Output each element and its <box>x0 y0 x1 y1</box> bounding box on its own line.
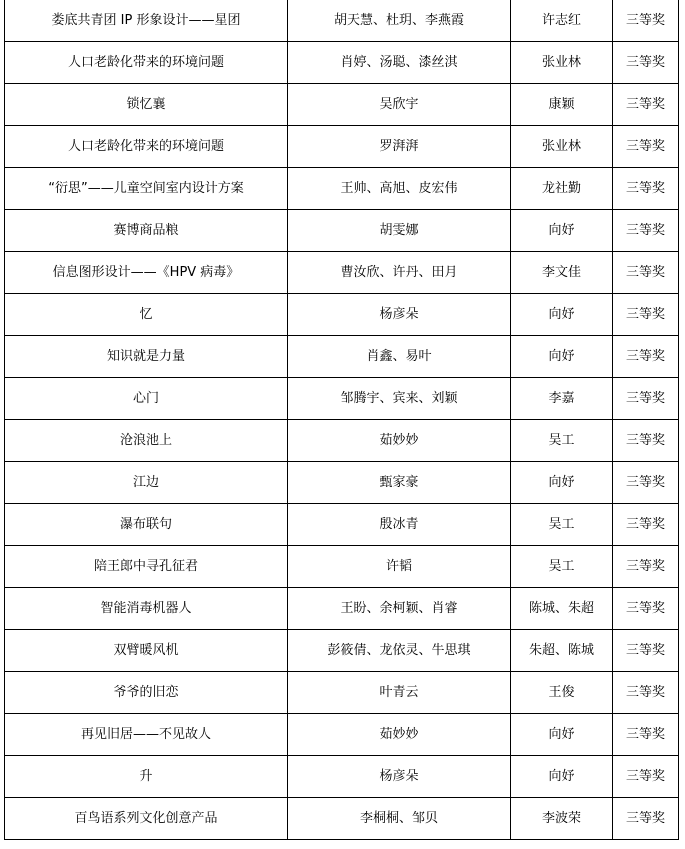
cell-advisor: 李波荣 <box>511 798 613 840</box>
cell-award: 三等奖 <box>613 252 679 294</box>
cell-award: 三等奖 <box>613 168 679 210</box>
cell-advisor: 吴工 <box>511 504 613 546</box>
cell-authors: 肖婷、汤聪、漆丝淇 <box>288 42 511 84</box>
table-row <box>5 798 679 840</box>
cell-advisor: 陈城、朱超 <box>511 588 613 630</box>
cell-advisor: 李嘉 <box>511 378 613 420</box>
cell-advisor: 李文佳 <box>511 252 613 294</box>
cell-advisor: 张业林 <box>511 42 613 84</box>
cell-advisor: 向妤 <box>511 714 613 756</box>
cell-award: 三等奖 <box>613 504 679 546</box>
cell-award: 三等奖 <box>613 672 679 714</box>
awards-table <box>4 0 679 840</box>
table-row <box>5 420 679 462</box>
cell-title: 心门 <box>5 378 288 420</box>
cell-title: 赛博商品粮 <box>5 210 288 252</box>
cell-title: 沧浪池上 <box>5 420 288 462</box>
cell-authors: 茹妙妙 <box>288 420 511 462</box>
cell-title: 人口老龄化带来的环境问题 <box>5 42 288 84</box>
table-row <box>5 294 679 336</box>
cell-advisor: 朱超、陈城 <box>511 630 613 672</box>
cell-advisor: 康颖 <box>511 84 613 126</box>
cell-award: 三等奖 <box>613 210 679 252</box>
cell-advisor: 向妤 <box>511 210 613 252</box>
cell-authors: 胡天慧、杜玥、李燕霞 <box>288 0 511 42</box>
table-row <box>5 546 679 588</box>
cell-award: 三等奖 <box>613 336 679 378</box>
table-row <box>5 42 679 84</box>
table-row <box>5 756 679 798</box>
cell-title: 信息图形设计——《HPV 病毒》 <box>5 252 288 294</box>
cell-award: 三等奖 <box>613 756 679 798</box>
cell-advisor: 吴工 <box>511 420 613 462</box>
cell-advisor: 龙社勤 <box>511 168 613 210</box>
cell-award: 三等奖 <box>613 420 679 462</box>
cell-advisor: 吴工 <box>511 546 613 588</box>
cell-authors: 杨彦朵 <box>288 294 511 336</box>
cell-award: 三等奖 <box>613 378 679 420</box>
cell-title: 娄底共青团 IP 形象设计——星团 <box>5 0 288 42</box>
cell-award: 三等奖 <box>613 294 679 336</box>
cell-award: 三等奖 <box>613 588 679 630</box>
cell-authors: 殷冰青 <box>288 504 511 546</box>
cell-title: 百鸟语系列文化创意产品 <box>5 798 288 840</box>
cell-authors: 胡雯娜 <box>288 210 511 252</box>
cell-advisor: 向妤 <box>511 294 613 336</box>
cell-award: 三等奖 <box>613 546 679 588</box>
cell-authors: 杨彦朵 <box>288 756 511 798</box>
cell-authors: 罗湃湃 <box>288 126 511 168</box>
table-row <box>5 630 679 672</box>
table-row <box>5 252 679 294</box>
table-row <box>5 714 679 756</box>
cell-award: 三等奖 <box>613 0 679 42</box>
cell-award: 三等奖 <box>613 714 679 756</box>
table-row <box>5 462 679 504</box>
table-row <box>5 84 679 126</box>
cell-title: 人口老龄化带来的环境问题 <box>5 126 288 168</box>
cell-award: 三等奖 <box>613 42 679 84</box>
table-row <box>5 378 679 420</box>
cell-title: 知识就是力量 <box>5 336 288 378</box>
cell-award: 三等奖 <box>613 798 679 840</box>
cell-authors: 彭筱倩、龙依灵、牛思琪 <box>288 630 511 672</box>
cell-advisor: 向妤 <box>511 756 613 798</box>
cell-title: 智能消毒机器人 <box>5 588 288 630</box>
cell-authors: 吴欣宇 <box>288 84 511 126</box>
cell-title: 锁忆襄 <box>5 84 288 126</box>
cell-advisor: 向妤 <box>511 336 613 378</box>
cell-advisor: 王俊 <box>511 672 613 714</box>
table-row <box>5 168 679 210</box>
cell-advisor: 许志红 <box>511 0 613 42</box>
cell-award: 三等奖 <box>613 126 679 168</box>
cell-authors: 邹腾宇、宾来、刘颖 <box>288 378 511 420</box>
cell-advisor: 向妤 <box>511 462 613 504</box>
cell-title: “衍思”——儿童空间室内设计方案 <box>5 168 288 210</box>
cell-authors: 茹妙妙 <box>288 714 511 756</box>
cell-advisor: 张业林 <box>511 126 613 168</box>
cell-title: 瀑布联句 <box>5 504 288 546</box>
cell-authors: 许韬 <box>288 546 511 588</box>
cell-title: 爷爷的旧恋 <box>5 672 288 714</box>
table-row <box>5 0 679 42</box>
cell-title: 再见旧居——不见故人 <box>5 714 288 756</box>
table-row <box>5 588 679 630</box>
cell-title: 忆 <box>5 294 288 336</box>
table-row <box>5 504 679 546</box>
cell-authors: 王盼、余柯颖、肖睿 <box>288 588 511 630</box>
cell-title: 升 <box>5 756 288 798</box>
cell-title: 江边 <box>5 462 288 504</box>
table-row <box>5 336 679 378</box>
cell-authors: 曹汝欣、许丹、田月 <box>288 252 511 294</box>
cell-authors: 叶青云 <box>288 672 511 714</box>
cell-authors: 王帅、高旭、皮宏伟 <box>288 168 511 210</box>
cell-title: 双臂暖风机 <box>5 630 288 672</box>
cell-award: 三等奖 <box>613 462 679 504</box>
awards-table-body <box>5 0 679 840</box>
cell-award: 三等奖 <box>613 630 679 672</box>
cell-authors: 肖鑫、易叶 <box>288 336 511 378</box>
cell-title: 陪王郎中寻孔征君 <box>5 546 288 588</box>
table-row <box>5 210 679 252</box>
cell-authors: 李桐桐、邹贝 <box>288 798 511 840</box>
cell-authors: 甄家豪 <box>288 462 511 504</box>
cell-award: 三等奖 <box>613 84 679 126</box>
table-row <box>5 672 679 714</box>
table-row <box>5 126 679 168</box>
